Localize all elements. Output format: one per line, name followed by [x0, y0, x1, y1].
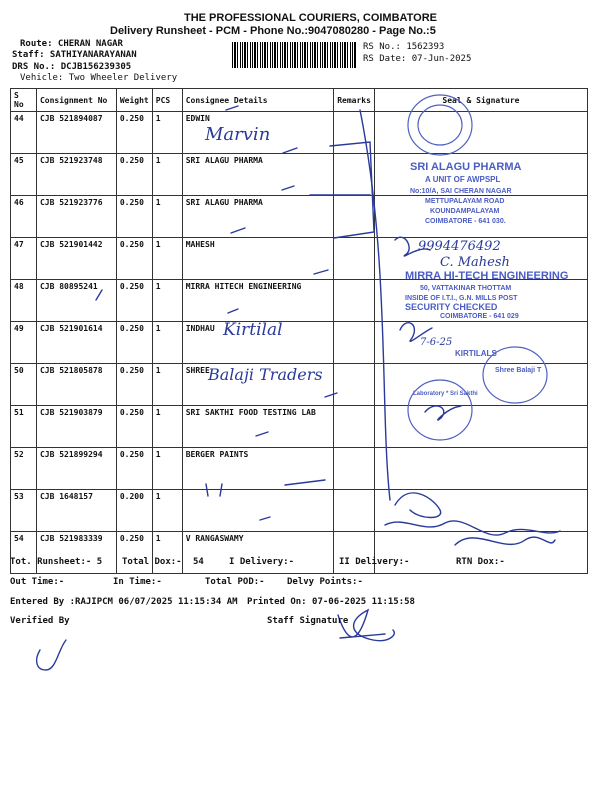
- cell-weight: 0.200: [116, 490, 152, 532]
- route-label: Route: CHERAN NAGAR: [20, 39, 123, 49]
- stamp-mirra-title: MIRRA HI-TECH ENGINEERING: [405, 270, 569, 282]
- col-remarks: Remarks: [334, 89, 375, 112]
- cell-pcs: 1: [152, 280, 182, 322]
- handwriting-balaji: Balaji Traders: [208, 365, 323, 384]
- ii-delivery: II Delivery:-: [339, 557, 410, 567]
- stamp-security: SECURITY CHECKED: [405, 302, 498, 312]
- cell-sno: 45: [11, 154, 37, 196]
- tick-mark: [314, 270, 328, 274]
- rtn-dox: RTN Dox:-: [456, 557, 505, 567]
- col-seal: Seal & Signature: [374, 89, 587, 112]
- cell-sno: 47: [11, 238, 37, 280]
- cell-consignee: EDWIN: [182, 112, 333, 154]
- cell-consignment: CJB 521805878: [36, 364, 116, 406]
- signature-scribble: [425, 406, 461, 420]
- col-consignee: Consignee Details: [182, 89, 333, 112]
- drs-label: DRS No.: DCJB156239305: [12, 62, 132, 72]
- cell-consignee: SHREE: [182, 364, 333, 406]
- cell-consignment: CJB 521923748: [36, 154, 116, 196]
- tick-mark: [96, 290, 102, 300]
- tick-mark: [231, 228, 245, 233]
- cell-pcs: 1: [152, 448, 182, 490]
- cell-consignment: CJB 521923776: [36, 196, 116, 238]
- cell-pcs: 1: [152, 532, 182, 574]
- cell-weight: 0.250: [116, 322, 152, 364]
- cell-pcs: 1: [152, 490, 182, 532]
- cell-weight: 0.250: [116, 532, 152, 574]
- stamp-kirtilal: KIRTILALS: [455, 349, 497, 358]
- handwriting-marvin: Marvin: [205, 124, 271, 145]
- verified-signature: [37, 640, 66, 670]
- cell-pcs: 1: [152, 112, 182, 154]
- rs-number: RS No.: 1562393: [363, 42, 445, 52]
- cell-consignment: CJB 521901614: [36, 322, 116, 364]
- tick-mark: [285, 480, 325, 485]
- cell-sno: 51: [11, 406, 37, 448]
- total-dox-value: 54: [193, 557, 204, 567]
- cell-sno: 44: [11, 112, 37, 154]
- tick-mark: [282, 186, 294, 190]
- cell-consignee: SRI ALAGU PHARMA: [182, 196, 333, 238]
- cell-consignment: CJB 521903879: [36, 406, 116, 448]
- stamp-alagu-line6: COIMBATORE - 641 030.: [425, 218, 506, 225]
- cell-pcs: 1: [152, 364, 182, 406]
- cell-weight: 0.250: [116, 196, 152, 238]
- signature-scribble: [395, 493, 441, 518]
- cell-consignment: CJB 521901442: [36, 238, 116, 280]
- stamp-mirra-line4: COIMBATORE - 641 029: [440, 313, 519, 320]
- cell-consignment: CJB 521983339: [36, 532, 116, 574]
- cell-weight: 0.250: [116, 238, 152, 280]
- cell-consignment: CJB 1648157: [36, 490, 116, 532]
- cell-weight: 0.250: [116, 154, 152, 196]
- col-weight: Weight: [116, 89, 152, 112]
- bracket-mark: [360, 110, 390, 500]
- total-dox-label: Total Dox:-: [122, 557, 182, 567]
- handwriting-mahesh: C. Mahesh: [440, 255, 510, 270]
- i-delivery: I Delivery:-: [229, 557, 295, 567]
- stamp-mirra-line2: 50, VATTAKINAR THOTTAM: [420, 285, 512, 292]
- lab-seal: [408, 380, 472, 440]
- cell-pcs: 1: [152, 322, 182, 364]
- cell-sno: 48: [11, 280, 37, 322]
- rs-date: RS Date: 07-Jun-2025: [363, 54, 472, 64]
- in-time: In Time:-: [113, 577, 162, 587]
- cell-weight: 0.250: [116, 364, 152, 406]
- cell-consignment: CJB 521899294: [36, 448, 116, 490]
- vehicle-label: Vehicle: Two Wheeler Delivery: [20, 73, 178, 83]
- cell-consignee: MAHESH: [182, 238, 333, 280]
- tot-runsheet: Tot. Runsheet:- 5: [10, 557, 103, 567]
- stamp-alagu-line3: No:10/A, SAI CHERAN NAGAR: [410, 188, 512, 195]
- cell-pcs: 1: [152, 196, 182, 238]
- tick-mark: [226, 106, 238, 110]
- col-pcs: PCS: [152, 89, 182, 112]
- cell-sno: 50: [11, 364, 37, 406]
- tick-mark: [260, 517, 270, 520]
- staff-label: Staff: SATHIYANARAYANAN: [12, 50, 137, 60]
- cell-sno: 52: [11, 448, 37, 490]
- signature-scribble: [385, 521, 560, 535]
- tick-mark: [283, 148, 297, 153]
- tick-mark: [256, 432, 268, 436]
- runsheet-subtitle: Delivery Runsheet - PCM - Phone No.:9047080280 - Page No.:5: [110, 25, 436, 37]
- balaji-seal: [483, 347, 547, 403]
- cell-sno: 53: [11, 490, 37, 532]
- total-pod: Total POD:-: [205, 577, 265, 587]
- stamp-alagu-line5: KOUNDAMPALAYAM: [430, 208, 500, 215]
- cell-consignee: V RANGASWAMY: [182, 532, 333, 574]
- stamp-alagu-line2: A UNIT OF AWPSPL: [425, 175, 501, 184]
- cell-consignment: CJB 521894087: [36, 112, 116, 154]
- tick-mark: [206, 484, 222, 496]
- verified-by: Verified By: [10, 616, 70, 626]
- col-consignment: Consignment No: [36, 89, 116, 112]
- cell-weight: 0.250: [116, 112, 152, 154]
- col-sno: S No: [11, 89, 37, 112]
- cell-consignee: SRI SAKTHI FOOD TESTING LAB: [182, 406, 333, 448]
- cell-sno: 49: [11, 322, 37, 364]
- cell-sno: 54: [11, 532, 37, 574]
- cell-consignee: SRI ALAGU PHARMA: [182, 154, 333, 196]
- cell-sno: 46: [11, 196, 37, 238]
- entered-by: Entered By :RAJIPCM 06/07/2025 11:15:34 AM: [10, 597, 238, 607]
- cell-consignee: BERGER PAINTS: [182, 448, 333, 490]
- cell-pcs: 1: [152, 154, 182, 196]
- staff-signature: Staff Signature: [267, 616, 349, 626]
- handwriting-phone: 9994476492: [418, 239, 501, 254]
- cell-weight: 0.250: [116, 406, 152, 448]
- cell-consignment: CJB 80895241: [36, 280, 116, 322]
- stamp-balaji: Shree Balaji T: [495, 367, 542, 374]
- out-time: Out Time:-: [10, 577, 65, 587]
- cell-weight: 0.250: [116, 448, 152, 490]
- stamp-mirra-line3: INSIDE OF I.T.I., G.N. MILLS POST: [405, 295, 518, 302]
- cell-consignee: INDHAU: [182, 322, 333, 364]
- stamp-alagu-line4: METTUPALAYAM ROAD: [425, 198, 505, 205]
- printed-on: Printed On: 07-06-2025 11:15:58: [247, 597, 415, 607]
- cell-pcs: 1: [152, 238, 182, 280]
- round-seal-inner: [418, 105, 462, 145]
- tick-mark: [325, 393, 337, 397]
- cell-weight: 0.250: [116, 280, 152, 322]
- stamp-alagu-title: SRI ALAGU PHARMA: [410, 161, 522, 173]
- handwriting-kirtilal: Kirtilal: [223, 320, 283, 340]
- delvy-points: Delvy Points:-: [287, 577, 363, 587]
- cell-consignee: MIRRA HITECH ENGINEERING: [182, 280, 333, 322]
- tick-mark: [228, 309, 238, 313]
- signature-scribble: [455, 537, 555, 545]
- company-title: THE PROFESSIONAL COURIERS, COIMBATORE: [184, 12, 438, 24]
- handwriting-date: 7-6-25: [420, 337, 453, 348]
- stamp-lab: Laboratory * Sri Sakthi: [413, 391, 478, 397]
- cell-pcs: 1: [152, 406, 182, 448]
